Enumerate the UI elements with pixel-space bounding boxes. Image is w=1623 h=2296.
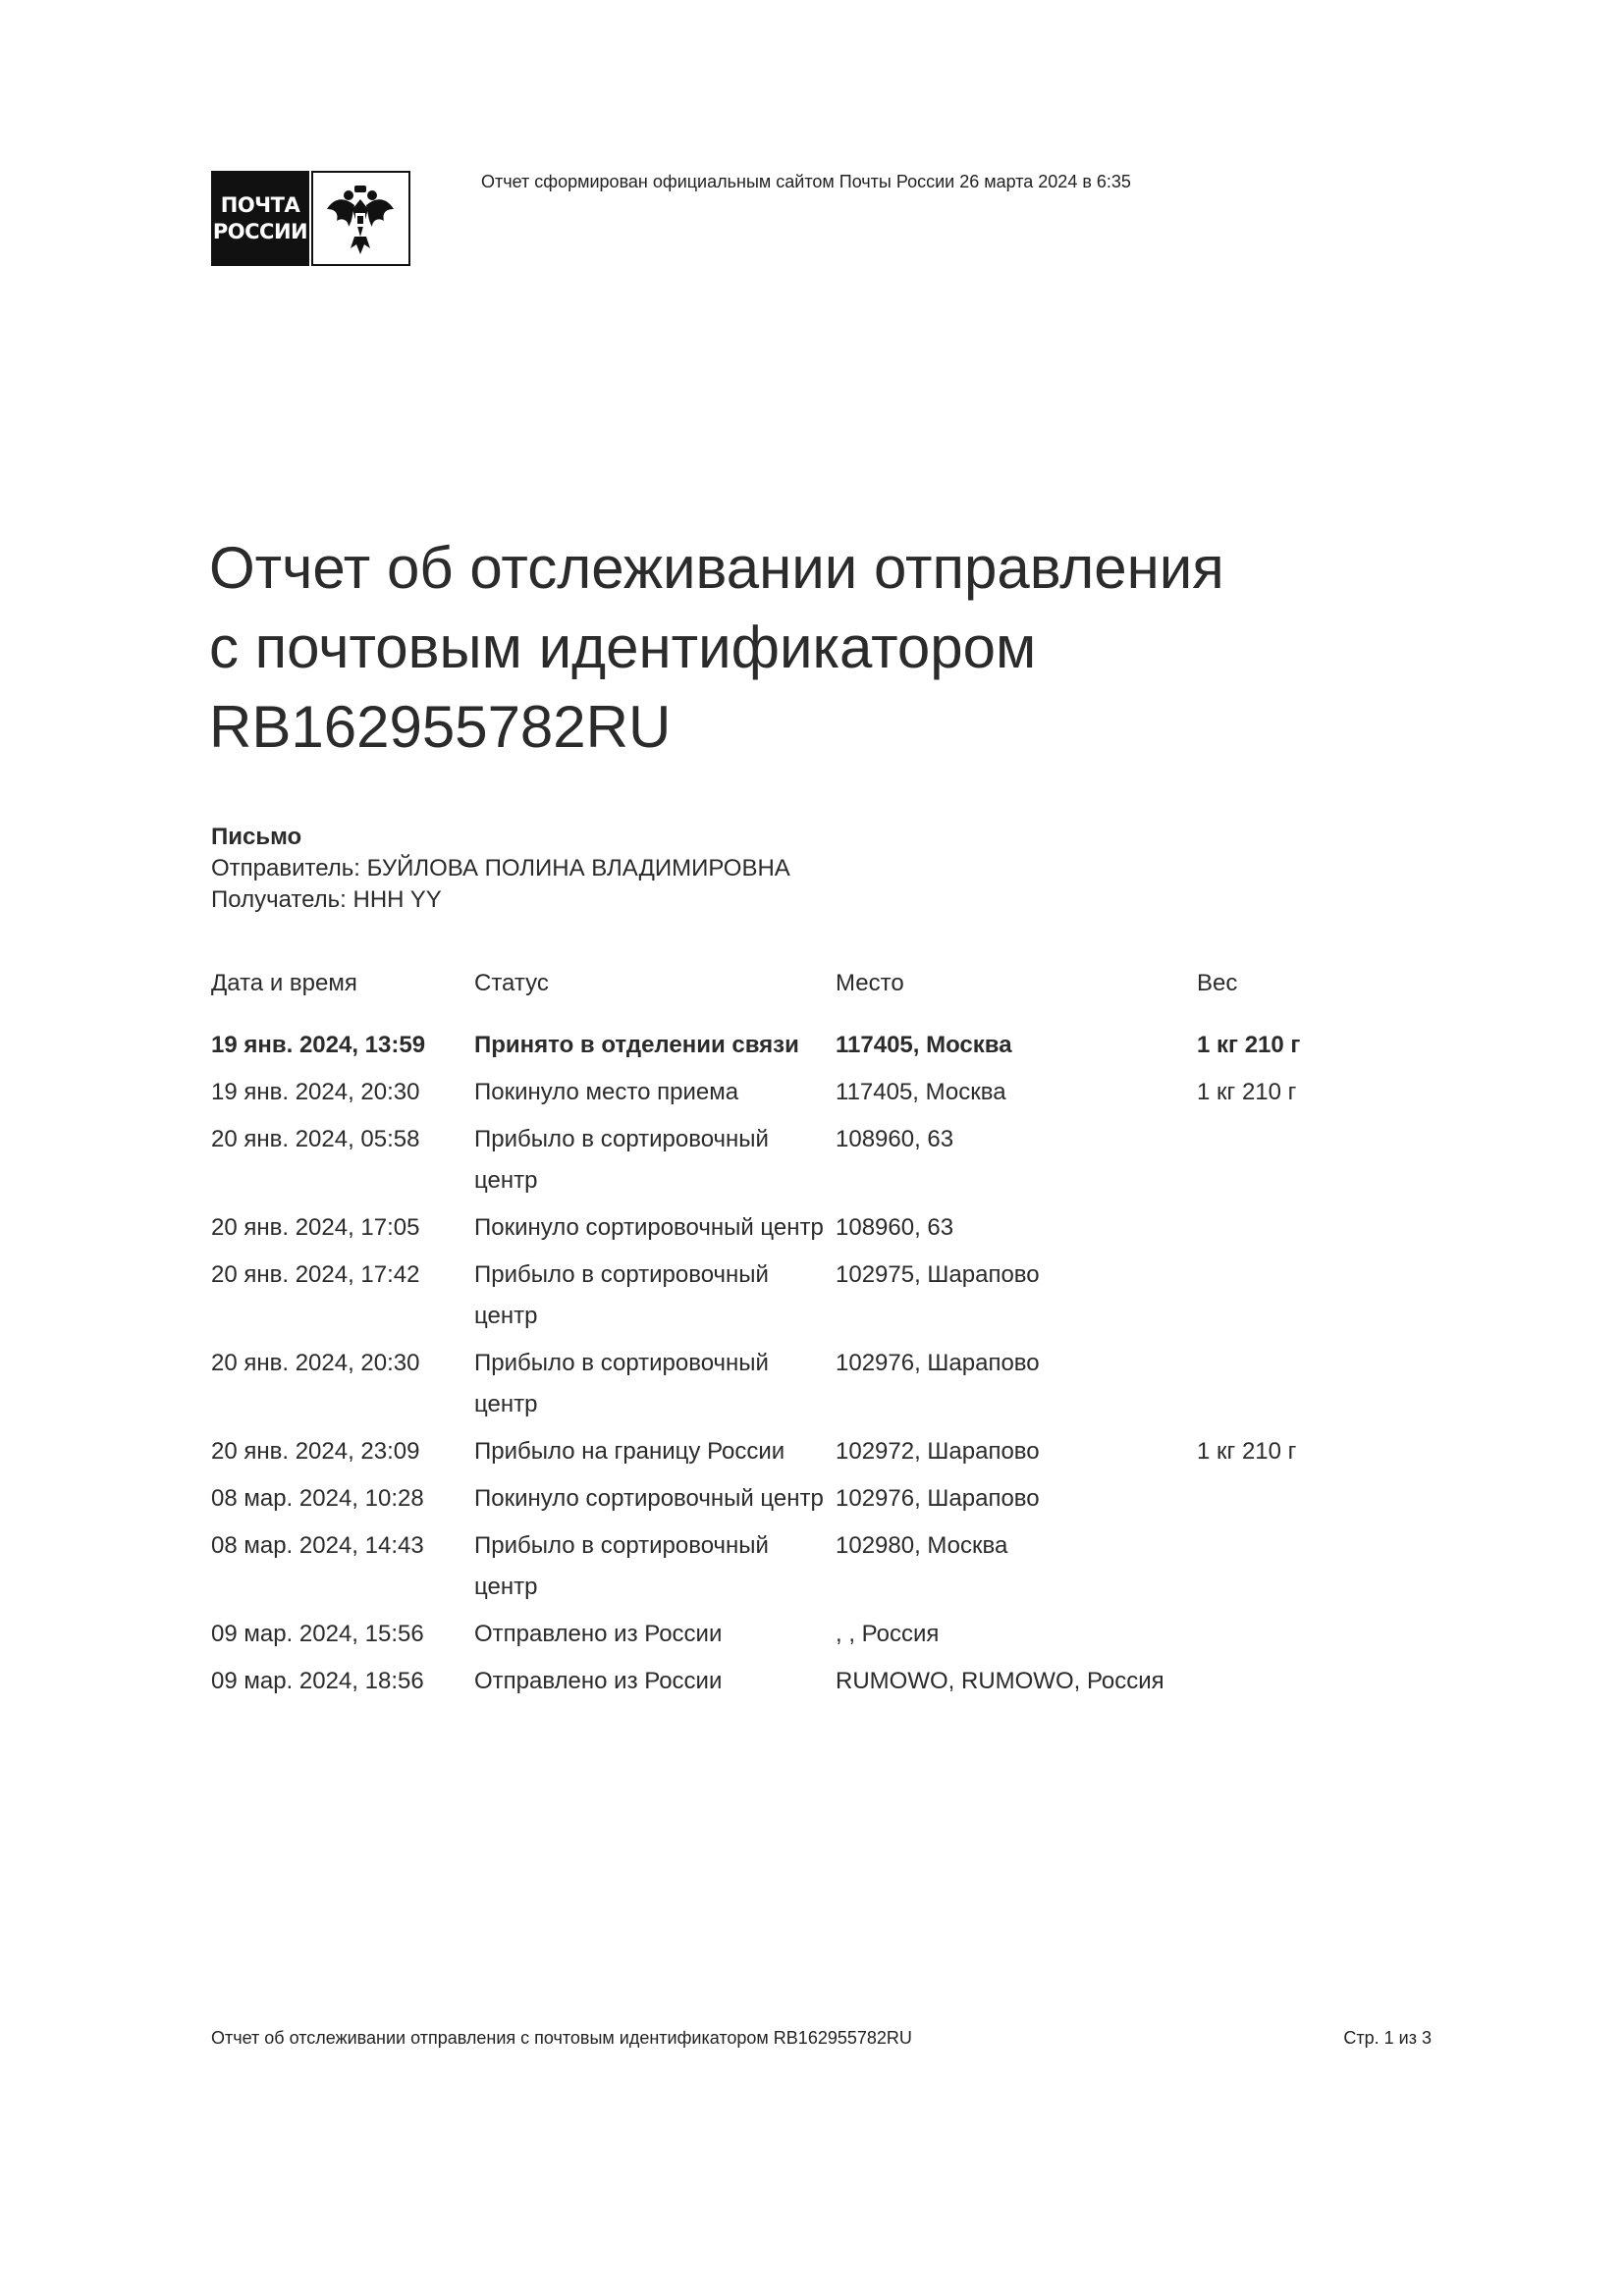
table-row bbox=[211, 1661, 1438, 1702]
table-row bbox=[211, 1431, 1438, 1472]
row-status: Прибыло в сортировочный центр bbox=[474, 1350, 769, 1417]
tracking-number: RB162955782RU bbox=[209, 694, 672, 760]
report-generated-note: Отчет сформирован официальным сайтом Почты России 26 марта 2024 в 6:35 bbox=[481, 172, 1131, 191]
row-date: 08 мар. 2024, 14:43 bbox=[211, 1532, 424, 1559]
shipment-type: Письмо bbox=[211, 824, 302, 850]
row-status: Отправлено из России bbox=[474, 1668, 723, 1694]
logo-wordmark bbox=[211, 171, 309, 266]
row-status: Отправлено из России bbox=[474, 1621, 723, 1647]
page-number: Стр. 1 из 3 bbox=[1343, 2028, 1432, 2048]
row-place: 102980, Москва bbox=[836, 1532, 1008, 1559]
row-date: 20 янв. 2024, 17:05 bbox=[211, 1214, 420, 1241]
row-status: Покинуло место приема bbox=[474, 1079, 739, 1105]
sender: Отправитель: БУЙЛОВА ПОЛИНА ВЛАДИМИРОВНА bbox=[211, 855, 790, 881]
row-place: 102972, Шарапово bbox=[836, 1438, 1040, 1465]
recipient: Получатель: HHH YY bbox=[211, 886, 442, 913]
title-line1: Отчет об отслеживании отправления bbox=[209, 535, 1224, 601]
table-row bbox=[211, 1343, 1438, 1425]
russian-post-logo bbox=[211, 171, 410, 266]
row-place: 108960, 63 bbox=[836, 1214, 954, 1241]
row-status: Прибыло в сортировочный центр bbox=[474, 1532, 769, 1600]
row-date: 19 янв. 2024, 20:30 bbox=[211, 1079, 420, 1105]
table-row bbox=[211, 1119, 1438, 1201]
row-place: , , Россия bbox=[836, 1621, 940, 1647]
row-date: 08 мар. 2024, 10:28 bbox=[211, 1485, 424, 1512]
row-weight bbox=[1197, 1525, 1433, 1608]
row-weight: 1 кг 210 г bbox=[1197, 1079, 1297, 1105]
footer-report-title: Отчет об отслеживании отправления с почтовым идентификатором RB162955782RU bbox=[211, 2028, 912, 2048]
row-weight bbox=[1197, 1207, 1433, 1249]
table-row bbox=[211, 1255, 1438, 1337]
shipment-info bbox=[211, 822, 790, 916]
row-weight: 1 кг 210 г bbox=[1197, 1438, 1297, 1465]
row-place: 117405, Москва bbox=[836, 1079, 1006, 1105]
header-place: Место bbox=[836, 970, 904, 996]
row-status: Прибыло на границу России bbox=[474, 1438, 785, 1465]
table-row bbox=[211, 1207, 1438, 1249]
row-weight bbox=[1197, 1478, 1433, 1520]
row-weight bbox=[1197, 1661, 1433, 1702]
table-row bbox=[211, 1025, 1438, 1066]
header-status: Статус bbox=[474, 970, 549, 996]
logo-line2: РОССИИ bbox=[212, 219, 308, 243]
table-row bbox=[211, 1478, 1438, 1520]
title-line2: с почтовым идентификатором bbox=[209, 614, 1037, 680]
row-place: 102976, Шарапово bbox=[836, 1350, 1040, 1376]
row-date: 09 мар. 2024, 15:56 bbox=[211, 1621, 424, 1647]
row-date: 20 янв. 2024, 23:09 bbox=[211, 1438, 420, 1465]
row-date: 20 янв. 2024, 20:30 bbox=[211, 1350, 420, 1376]
row-weight: 1 кг 210 г bbox=[1197, 1032, 1301, 1058]
row-weight bbox=[1197, 1119, 1433, 1201]
row-weight bbox=[1197, 1614, 1433, 1655]
table-row bbox=[211, 1614, 1438, 1655]
header-date: Дата и время bbox=[211, 970, 357, 996]
row-weight bbox=[1197, 1343, 1433, 1425]
row-weight bbox=[1197, 1255, 1433, 1337]
row-place: RUMOWO, RUMOWO, Россия bbox=[836, 1668, 1164, 1694]
row-date: 19 янв. 2024, 13:59 bbox=[211, 1032, 426, 1058]
table-header bbox=[211, 970, 1438, 1013]
tracking-table bbox=[211, 970, 1438, 1708]
row-status: Покинуло сортировочный центр bbox=[474, 1485, 824, 1512]
row-date: 20 янв. 2024, 05:58 bbox=[211, 1126, 420, 1152]
logo-line1: ПОЧТА bbox=[220, 192, 300, 217]
row-date: 09 мар. 2024, 18:56 bbox=[211, 1668, 424, 1694]
row-status: Прибыло в сортировочный центр bbox=[474, 1261, 769, 1329]
page-title bbox=[209, 528, 1436, 767]
header-weight: Вес bbox=[1197, 970, 1238, 996]
row-place: 102976, Шарапово bbox=[836, 1485, 1040, 1512]
row-date: 20 янв. 2024, 17:42 bbox=[211, 1261, 420, 1288]
double-headed-eagle-icon bbox=[311, 171, 410, 266]
row-status: Покинуло сортировочный центр bbox=[474, 1214, 824, 1241]
row-place: 102975, Шарапово bbox=[836, 1261, 1040, 1288]
row-status: Принято в отделении связи bbox=[474, 1032, 799, 1058]
row-place: 117405, Москва bbox=[836, 1032, 1012, 1058]
row-place: 108960, 63 bbox=[836, 1126, 954, 1152]
row-status: Прибыло в сортировочный центр bbox=[474, 1126, 769, 1194]
table-row bbox=[211, 1072, 1438, 1113]
table-row bbox=[211, 1525, 1438, 1608]
